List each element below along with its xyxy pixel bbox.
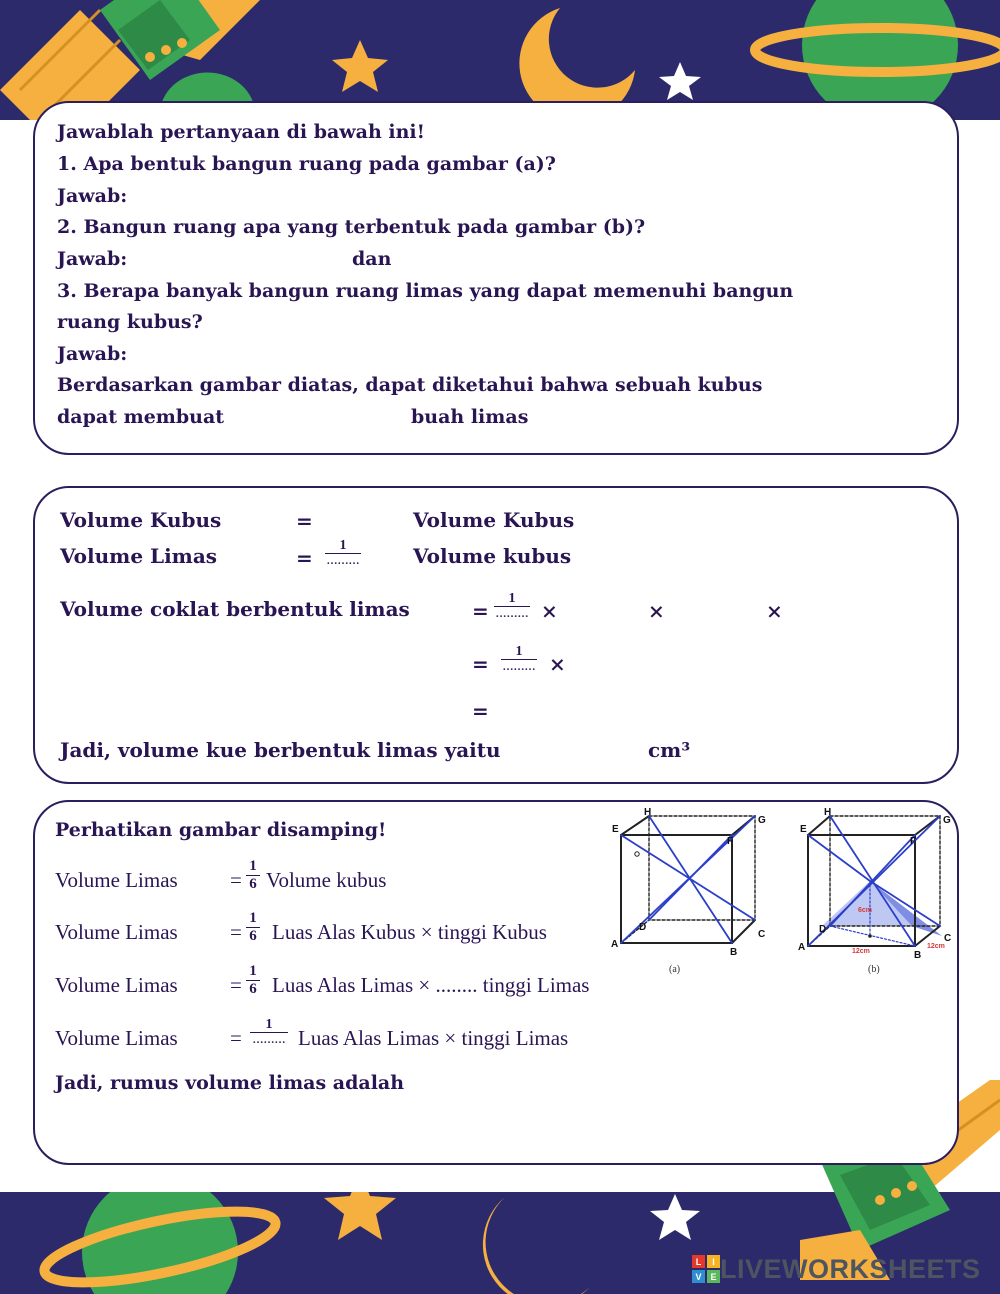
vertex-label: D [819,924,827,935]
fraction-numerator: 1 [515,644,523,659]
formula-conclusion: Jadi, rumus volume limas adalah [55,1072,405,1094]
vertex-label: C [758,929,766,940]
equals-sign: = [230,973,242,997]
vertex-label: E [800,824,807,835]
equals-sign: = [230,868,242,892]
fraction-one-sixth [246,963,260,998]
fraction-numerator: 1 [249,910,257,926]
conclusion-line-2b: buah limas [411,406,529,428]
question-3-line-1: 3. Berapa banyak bangun ruang limas yang dapat memenuhi bangun [57,280,794,302]
equals-sign: = [230,920,242,944]
times-sign: × [766,599,783,623]
vertex-label: F [727,836,734,847]
volume-pyramid-label: Volume Limas [55,868,178,892]
fraction [325,538,361,568]
liveworksheets-logo-icon [692,1255,720,1283]
cube-diagram-a [611,808,766,975]
vertex-label: D [639,922,647,933]
question-3-line-2: ruang kubus? [57,311,203,333]
times-sign: × [549,652,566,676]
volume-answer-label: Jadi, volume kue berbentuk limas yaitu [60,738,501,762]
vertex-label: A [611,939,619,950]
section-heading: Perhatikan gambar disamping! [55,819,387,841]
fraction [250,1017,288,1047]
section-heading: Jawablah pertanyaan di bawah ini! [57,121,425,143]
formula-line-1: Volume kubus [266,868,387,892]
volume-pyramid-label: Volume Limas [55,1026,178,1050]
formula-line-3: Luas Alas Limas × ........ tinggi Limas [272,973,590,997]
vertex-label: A [798,942,806,953]
vertex-label: C [944,933,952,944]
liveworksheets-watermark[interactable] [692,1254,981,1284]
volume-answer-unit: cm³ [648,738,691,762]
height-label: 6cm [858,907,873,914]
cube-pyramid-figure [607,808,957,978]
formula-line-2: Luas Alas Kubus × tinggi Kubus [272,920,547,944]
volume-pyramid-label: Volume Limas [60,544,218,568]
volume-cube-rhs: Volume Kubus [413,508,575,532]
fraction-numerator: 1 [339,538,347,553]
fraction-denominator-blank[interactable]: ……… [252,1034,286,1046]
fraction-numerator: 1 [508,591,516,606]
volume-pyramid-label: Volume Limas [55,973,178,997]
formula-line-4: Luas Alas Limas × tinggi Limas [298,1026,569,1050]
vertex-label: H [644,808,652,818]
question-1: 1. Apa bentuk bangun ruang pada gambar (a)? [57,153,556,175]
fraction [501,644,537,674]
vertex-label: B [914,950,922,961]
watermark-text: LIVEWORKSHEETS [720,1253,981,1284]
fraction-one-sixth [246,910,260,945]
fraction-numerator: 1 [249,963,257,979]
figure-caption: (b) [868,964,880,975]
volume-pyramid-rhs: Volume kubus [413,544,572,568]
svg-text:I: I [712,1257,715,1267]
svg-text:E: E [710,1272,717,1282]
vertex-label: G [943,815,951,826]
fraction-denominator: 6 [249,928,257,944]
conclusion-line-2a: dapat membuat [57,406,225,428]
answer-3-label: Jawab: [57,343,128,365]
answer-2-label: Jawab: [57,248,128,270]
vertex-label: H [824,808,832,818]
times-sign: × [541,599,558,623]
fraction-denominator-blank[interactable]: ……… [495,608,529,620]
conclusion-line-1: Berdasarkan gambar diatas, dapat diketahui bahwa sebuah kubus [57,374,763,396]
svg-text:L: L [695,1257,702,1267]
fraction-denominator: 6 [249,981,257,997]
volume-pyramid-label: Volume Limas [55,920,178,944]
equals-sign: = [296,509,313,533]
svg-text:V: V [695,1272,702,1282]
volume-chocolate-label: Volume coklat berbentuk limas [60,597,410,621]
equals-sign: = [472,599,489,623]
equals-sign: = [230,1026,242,1050]
fraction-numerator: 1 [249,858,257,874]
fraction-numerator: 1 [265,1017,273,1032]
cube-diagram-b [798,808,951,975]
side-label: 12cm [852,948,870,955]
fraction-denominator: 6 [249,876,257,892]
vertex-label: E [612,824,619,835]
center-point [635,852,639,856]
fraction [494,591,530,621]
volume-cube-label: Volume Kubus [60,508,222,532]
answer-2-connector: dan [352,248,392,270]
fraction-one-sixth [246,858,260,893]
figure-caption: (a) [669,964,681,975]
equals-sign: = [296,546,313,570]
vertex-label: F [910,836,917,847]
vertex-label: B [730,947,738,958]
question-2: 2. Bangun ruang apa yang terbentuk pada gambar (b)? [57,216,646,238]
answer-1-label: Jawab: [57,185,128,207]
side-label: 12cm [927,943,945,950]
equals-sign: = [472,652,489,676]
fraction-denominator-blank[interactable]: ……… [502,661,536,673]
times-sign: × [648,599,665,623]
vertex-label: G [758,815,766,826]
equals-sign: = [472,699,489,723]
fraction-denominator-blank[interactable]: ……… [326,555,360,567]
